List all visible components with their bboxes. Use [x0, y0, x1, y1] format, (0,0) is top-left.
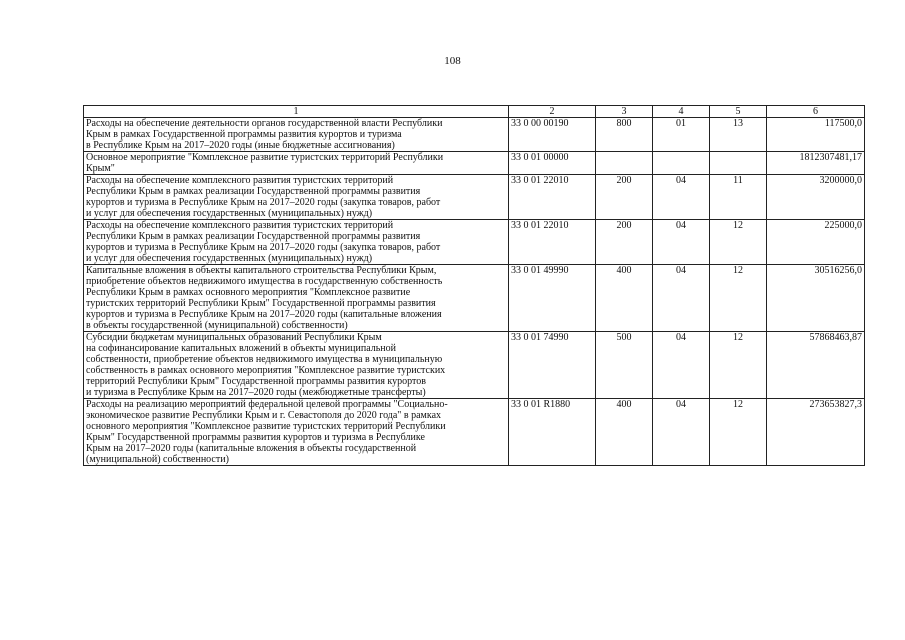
description-line: Крым в рамках Государственной программы развития курортов и туризма	[86, 129, 402, 140]
row-description	[84, 152, 509, 175]
row-col-3	[596, 152, 653, 175]
description-line: в объекты государственной (муниципальной) собственности)	[86, 320, 348, 331]
description-line: Крым" Государственной программы развития курортов и туризма в Республике	[86, 432, 425, 443]
row-col-4	[653, 152, 710, 175]
row-description	[84, 220, 509, 265]
description-line: приобретение объектов недвижимого имущества в государственную собственность	[86, 276, 443, 287]
table-body	[84, 118, 865, 466]
row-amount: 30516256,0	[767, 265, 865, 332]
row-amount: 3200000,0	[767, 175, 865, 220]
row-amount: 57868463,87	[767, 332, 865, 399]
row-col-3: 400	[596, 265, 653, 332]
page-number: 108	[444, 55, 461, 67]
description-line: собственности, приобретение объектов недвижимого имущества в муниципальную	[86, 354, 443, 365]
row-col-3: 200	[596, 175, 653, 220]
row-code: 33 0 01 22010	[509, 175, 596, 220]
row-col-3: 200	[596, 220, 653, 265]
row-col-5: 12	[710, 220, 767, 265]
description-line: и туризма в Республике Крым на 2017–2020 годы (межбюджетные трансферты)	[86, 387, 426, 398]
description-line: Республики Крым в рамках основного мероприятия "Комплексное развитие	[86, 287, 411, 298]
description-line: Республики Крым в рамках реализации Государственной программы развития	[86, 231, 421, 242]
row-col-4: 04	[653, 265, 710, 332]
row-code: 33 0 01 49990	[509, 265, 596, 332]
description-line: в Республике Крым на 2017–2020 годы (иные бюджетные ассигнования)	[86, 140, 395, 151]
description-line: Расходы на обеспечение деятельности органов государственной власти Республики	[86, 118, 443, 129]
description-line: и услуг для обеспечения государственных (муниципальных) нужд)	[86, 253, 373, 264]
description-line: курортов и туризма в Республике Крым на 2017–2020 годы (закупка товаров, работ	[86, 242, 441, 253]
row-col-5	[710, 152, 767, 175]
row-code: 33 0 01 74990	[509, 332, 596, 399]
description-line: Республики Крым в рамках реализации Государственной программы развития	[86, 186, 421, 197]
row-code: 33 0 01 00000	[509, 152, 596, 175]
table-row	[84, 118, 865, 152]
row-code: 33 0 01 R1880	[509, 399, 596, 466]
header-col-5: 5	[710, 106, 767, 118]
description-line: Капитальные вложения в объекты капитального строительства Республики Крым,	[86, 265, 437, 276]
row-col-4: 04	[653, 332, 710, 399]
row-code: 33 0 01 22010	[509, 220, 596, 265]
description-line: Крым"	[86, 163, 115, 174]
row-col-5: 12	[710, 399, 767, 466]
header-col-4: 4	[653, 106, 710, 118]
row-col-3: 500	[596, 332, 653, 399]
row-col-3: 400	[596, 399, 653, 466]
header-col-1: 1	[84, 106, 509, 118]
description-line: на софинансирование капитальных вложений в объекты муниципальной	[86, 343, 396, 354]
row-col-5: 12	[710, 332, 767, 399]
row-description	[84, 332, 509, 399]
row-col-4: 01	[653, 118, 710, 152]
row-amount: 225000,0	[767, 220, 865, 265]
description-line: Расходы на обеспечение комплексного развития туристских территорий	[86, 220, 394, 231]
budget-table	[83, 105, 865, 466]
description-line: Основное мероприятие "Комплексное развитие туристских территорий Республики	[86, 152, 444, 163]
row-col-4: 04	[653, 220, 710, 265]
table-row	[84, 220, 865, 265]
table-header-row	[84, 106, 865, 118]
table-row	[84, 175, 865, 220]
header-col-6: 6	[767, 106, 865, 118]
description-line: основного мероприятия "Комплексное развитие туристских территорий Республики	[86, 421, 446, 432]
row-code: 33 0 00 00190	[509, 118, 596, 152]
description-line: Субсидии бюджетам муниципальных образований Республики Крым	[86, 332, 382, 343]
row-description	[84, 118, 509, 152]
row-description	[84, 265, 509, 332]
description-line: Расходы на реализацию мероприятий федеральной целевой программы "Социально-	[86, 399, 448, 410]
description-line: территорий Республики Крым" Государственной программы развития курортов	[86, 376, 426, 387]
table-row	[84, 265, 865, 332]
row-col-5: 13	[710, 118, 767, 152]
table-row	[84, 152, 865, 175]
row-col-3: 800	[596, 118, 653, 152]
description-line: Крым на 2017–2020 годы (капитальные вложения в объекты государственной	[86, 443, 417, 454]
description-line: собственность в рамках основного мероприятия "Комплексное развитие туристских	[86, 365, 446, 376]
description-line: и услуг для обеспечения государственных (муниципальных) нужд)	[86, 208, 373, 219]
description-line: курортов и туризма в Республике Крым на 2017–2020 годы (закупка товаров, работ	[86, 197, 441, 208]
description-line: (муниципальной) собственности)	[86, 454, 229, 465]
row-col-5: 12	[710, 265, 767, 332]
row-description	[84, 399, 509, 466]
description-line: Расходы на обеспечение комплексного развития туристских территорий	[86, 175, 394, 186]
header-col-2: 2	[509, 106, 596, 118]
description-line: экономическое развитие Республики Крым и г. Севастополя до 2020 года" в рамках	[86, 410, 442, 421]
header-col-3: 3	[596, 106, 653, 118]
row-col-5: 11	[710, 175, 767, 220]
table-row	[84, 332, 865, 399]
row-description	[84, 175, 509, 220]
row-amount: 273653827,3	[767, 399, 865, 466]
table-row	[84, 399, 865, 466]
description-line: курортов и туризма в Республике Крым на 2017–2020 годы (капитальные вложения	[86, 309, 442, 320]
row-col-4: 04	[653, 175, 710, 220]
description-line: туристских территорий Республики Крым" Государственной программы развития	[86, 298, 436, 309]
row-amount: 117500,0	[767, 118, 865, 152]
row-amount: 1812307481,17	[767, 152, 865, 175]
row-col-4: 04	[653, 399, 710, 466]
